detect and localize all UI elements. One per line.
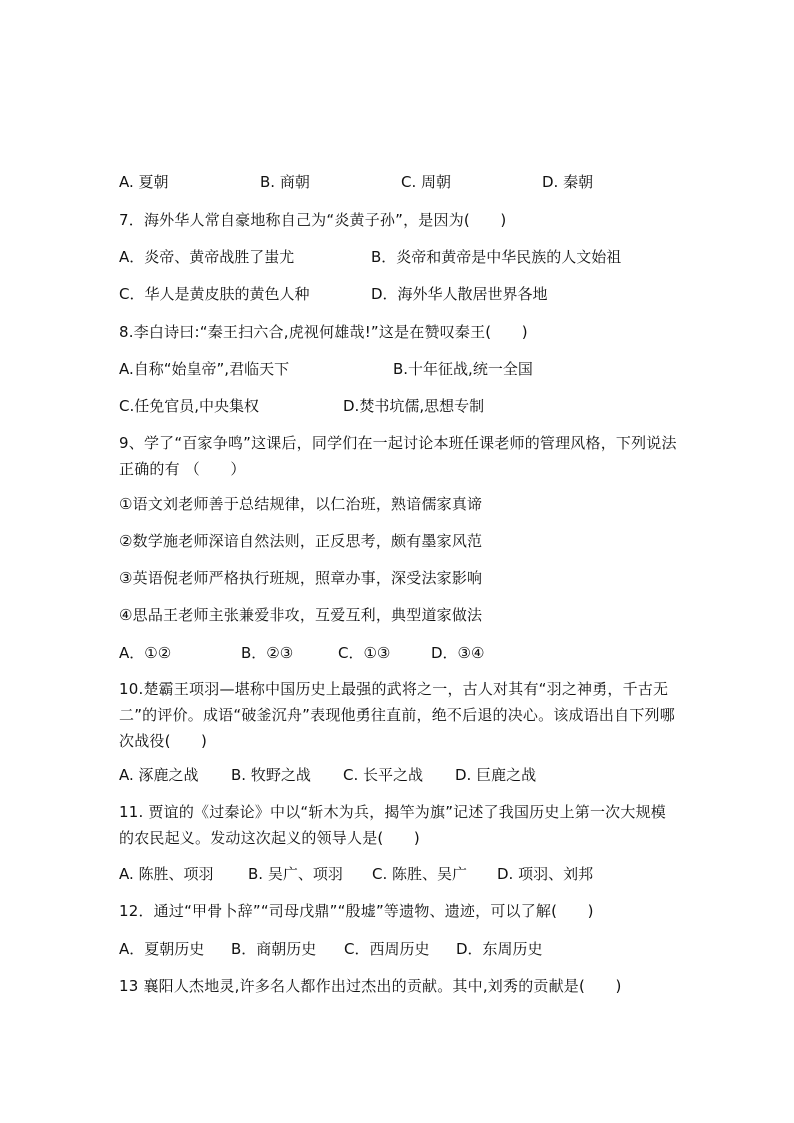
q12-option-c: C．西周历史 bbox=[344, 940, 430, 958]
q9-statement-2: ②数学施老师深谙自然法则，正反思考，颇有墨家风范 bbox=[119, 532, 483, 550]
q7-stem: 7．海外华人常自豪地称自己为“炎黄子孙”，是因为( ) bbox=[119, 211, 507, 229]
q10-options bbox=[119, 762, 679, 788]
q8-option-b: B.十年征战,统一全国 bbox=[393, 360, 533, 378]
q9-option-c: C．①③ bbox=[338, 644, 391, 662]
q10-option-b: B. 牧野之战 bbox=[231, 766, 311, 784]
q8-stem: 8.李白诗曰:“秦王扫六合,虎视何雄哉!”这是在赞叹秦王( ) bbox=[119, 323, 528, 341]
q10-stem: 10.楚霸王项羽—堪称中国历史上最强的武将之一，古人对其有“羽之神勇，千古无二”的评价。成语“破釜沉舟”表现他勇往直前，绝不后退的决心。该成语出自下列哪次战役( ) bbox=[119, 680, 675, 750]
q7-options-row1 bbox=[119, 244, 679, 270]
q6-option-a: A. 夏朝 bbox=[119, 173, 169, 191]
q8-options-row1 bbox=[119, 356, 679, 382]
q12-stem: 12．通过“甲骨卜辞”“司母戊鼎”“殷墟”等遗物、遗迹，可以了解( ) bbox=[119, 902, 594, 920]
q11-option-c: C. 陈胜、吴广 bbox=[372, 865, 468, 883]
q12-option-d: D．东周历史 bbox=[456, 940, 543, 958]
q9-options bbox=[119, 640, 679, 666]
q9-stem: 9、学了“百家争鸣”这课后，同学们在一起讨论本班任课老师的管理风格，下列说法正确的有 （ ） bbox=[119, 434, 677, 478]
q11-option-b: B. 吴广、项羽 bbox=[248, 865, 343, 883]
q8-options-row2 bbox=[119, 393, 679, 419]
q11-stem: 11. 贾谊的《过秦论》中以“斩木为兵，揭竿为旗”记述了我国历史上第一次大规模的农民起义。发动这次起义的领导人是( ) bbox=[119, 803, 666, 847]
q10-option-d: D. 巨鹿之战 bbox=[455, 766, 537, 784]
q7-option-d: D．海外华人散居世界各地 bbox=[371, 285, 548, 303]
q10-option-a: A. 涿鹿之战 bbox=[119, 766, 199, 784]
q9-option-b: B．②③ bbox=[241, 644, 294, 662]
q11-option-d: D. 项羽、刘邦 bbox=[497, 865, 594, 883]
q9-statement-3: ③英语倪老师严格执行班规，照章办事，深受法家影响 bbox=[119, 569, 483, 587]
q9-statement-1: ①语文刘老师善于总结规律，以仁治班，熟谙儒家真谛 bbox=[119, 495, 483, 513]
q13-stem: 13 襄阳人杰地灵,许多名人都作出过杰出的贡献。其中,刘秀的贡献是( ) bbox=[119, 977, 622, 995]
q6-option-d: D. 秦朝 bbox=[542, 173, 594, 191]
q12-options bbox=[119, 936, 679, 962]
q7-option-a: A．炎帝、黄帝战胜了蚩尤 bbox=[119, 248, 295, 266]
q6-options bbox=[119, 169, 679, 195]
q8-option-c: C.任免官员,中央集权 bbox=[119, 397, 260, 415]
q6-option-c: C. 周朝 bbox=[401, 173, 452, 191]
q10-option-c: C. 长平之战 bbox=[343, 766, 424, 784]
q9-option-a: A．①② bbox=[119, 644, 172, 662]
q7-option-c: C．华人是黄皮肤的黄色人种 bbox=[119, 285, 310, 303]
q12-option-b: B．商朝历史 bbox=[231, 940, 317, 958]
q9-statement-4: ④思品王老师主张兼爱非攻，互爱互利，典型道家做法 bbox=[119, 606, 483, 624]
q8-option-d: D.焚书坑儒,思想专制 bbox=[343, 397, 485, 415]
q9-option-d: D．③④ bbox=[431, 644, 485, 662]
q7-options-row2 bbox=[119, 281, 679, 307]
q8-option-a: A.自称“始皇帝”,君临天下 bbox=[119, 360, 290, 378]
q11-options bbox=[119, 861, 679, 887]
q7-option-b: B．炎帝和黄帝是中华民族的人文始祖 bbox=[371, 248, 622, 266]
q11-option-a: A. 陈胜、项羽 bbox=[119, 865, 214, 883]
q12-option-a: A．夏朝历史 bbox=[119, 940, 205, 958]
q6-option-b: B. 商朝 bbox=[260, 173, 310, 191]
